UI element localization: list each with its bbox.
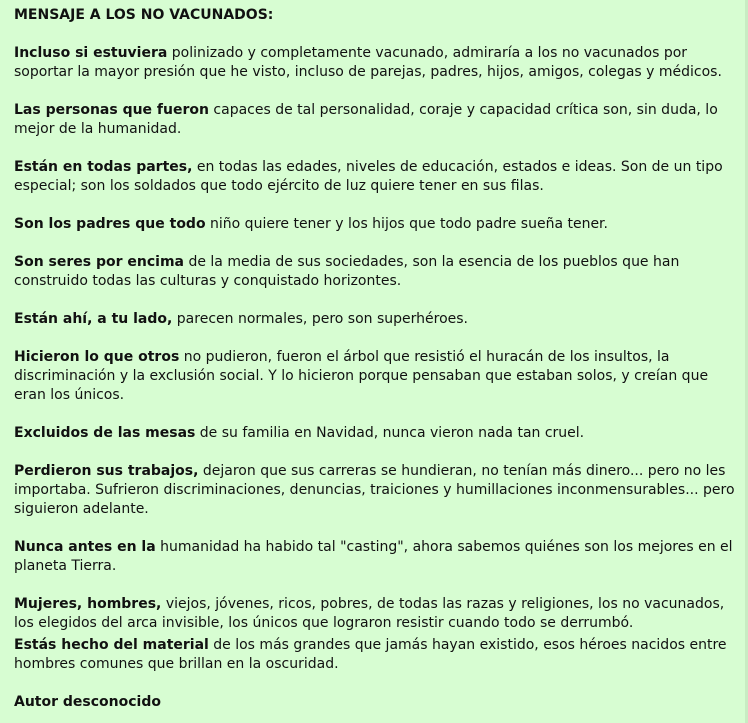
paragraph-lead: Excluidos de las mesas bbox=[14, 425, 196, 441]
paragraph-lead: Perdieron sus trabajos, bbox=[14, 463, 199, 479]
paragraph-6 bbox=[14, 310, 735, 329]
paragraph-4 bbox=[14, 215, 735, 234]
paragraph-2 bbox=[14, 101, 735, 139]
message-title: MENSAJE A LOS NO VACUNADOS: bbox=[14, 7, 274, 23]
paragraph-text: dejaron que sus carreras se hundieran, no tenían más dinero... pero no les importaba. Sufrieron discriminaciones, denuncias, traiciones y humillaciones inconmensurables... pero siguieron adelante. bbox=[14, 463, 735, 517]
paragraph-text: polinizado y completamente vacunado, admiraría a los no vacunados por soportar la mayor presión que he visto, incluso de parejas, padres, hijos, amigos, colegas y médicos. bbox=[14, 45, 722, 80]
paragraph-text: humanidad ha habido tal "casting", ahora sabemos quiénes son los mejores en el planeta Tierra. bbox=[14, 539, 733, 574]
paragraph-lead: Nunca antes en la bbox=[14, 539, 156, 555]
paragraph-text: de la media de sus sociedades, son la esencia de los pueblos que han construido todas las culturas y conquistado horizontes. bbox=[14, 254, 680, 289]
paragraph-text: no pudieron, fueron el árbol que resistió el huracán de los insultos, la discriminación y la exclusión social. Y lo hicieron porque pensaban que estaban solos, y creían que eran los únicos. bbox=[14, 349, 709, 403]
paragraph-lead: Hicieron lo que otros bbox=[14, 349, 180, 365]
paragraph-5 bbox=[14, 253, 735, 291]
paragraph-text: viejos, jóvenes, ricos, pobres, de todas las razas y religiones, los no vacunados, los elegidos del arca invisible, los únicos que lograron resistir cuando todo se derrumbó. bbox=[14, 596, 725, 631]
paragraph-9 bbox=[14, 462, 735, 519]
paragraph-lead: Están en todas partes, bbox=[14, 159, 193, 175]
paragraph-lead: Estás hecho del material bbox=[14, 637, 209, 653]
paragraph-8 bbox=[14, 424, 735, 443]
paragraph-text: en todas las edades, niveles de educación, estados e ideas. Son de un tipo especial; son los soldados que todo ejército de luz quiere tener en sus filas. bbox=[14, 159, 723, 194]
paragraph-lead: Las personas que fueron bbox=[14, 102, 209, 118]
paragraph-12 bbox=[14, 636, 735, 674]
paragraph-lead: Mujeres, hombres, bbox=[14, 596, 162, 612]
paragraph-lead: Están ahí, a tu lado, bbox=[14, 311, 173, 327]
paragraph-10 bbox=[14, 538, 735, 576]
paragraph-11 bbox=[14, 595, 735, 633]
paragraph-text: de los más grandes que jamás hayan existido, esos héroes nacidos entre hombres comunes que brillan en la oscuridad. bbox=[14, 637, 727, 672]
paragraph-text: niño quiere tener y los hijos que todo padre sueña tener. bbox=[205, 216, 608, 232]
paragraph-7 bbox=[14, 348, 735, 405]
paragraph-lead: Incluso si estuviera bbox=[14, 45, 168, 61]
author-signature: Autor desconocido bbox=[14, 694, 161, 710]
paragraph-lead: Son los padres que todo bbox=[14, 216, 206, 232]
paragraph-3 bbox=[14, 158, 735, 196]
paragraph-lead: Son seres por encima bbox=[14, 254, 184, 270]
paragraph-text: parecen normales, pero son superhéroes. bbox=[172, 311, 468, 327]
paragraph-text: de su familia en Navidad, nunca vieron nada tan cruel. bbox=[195, 425, 585, 441]
paragraph-text: capaces de tal personalidad, coraje y capacidad crítica son, sin duda, lo mejor de la humanidad. bbox=[14, 102, 718, 137]
paragraph-1 bbox=[14, 44, 735, 82]
